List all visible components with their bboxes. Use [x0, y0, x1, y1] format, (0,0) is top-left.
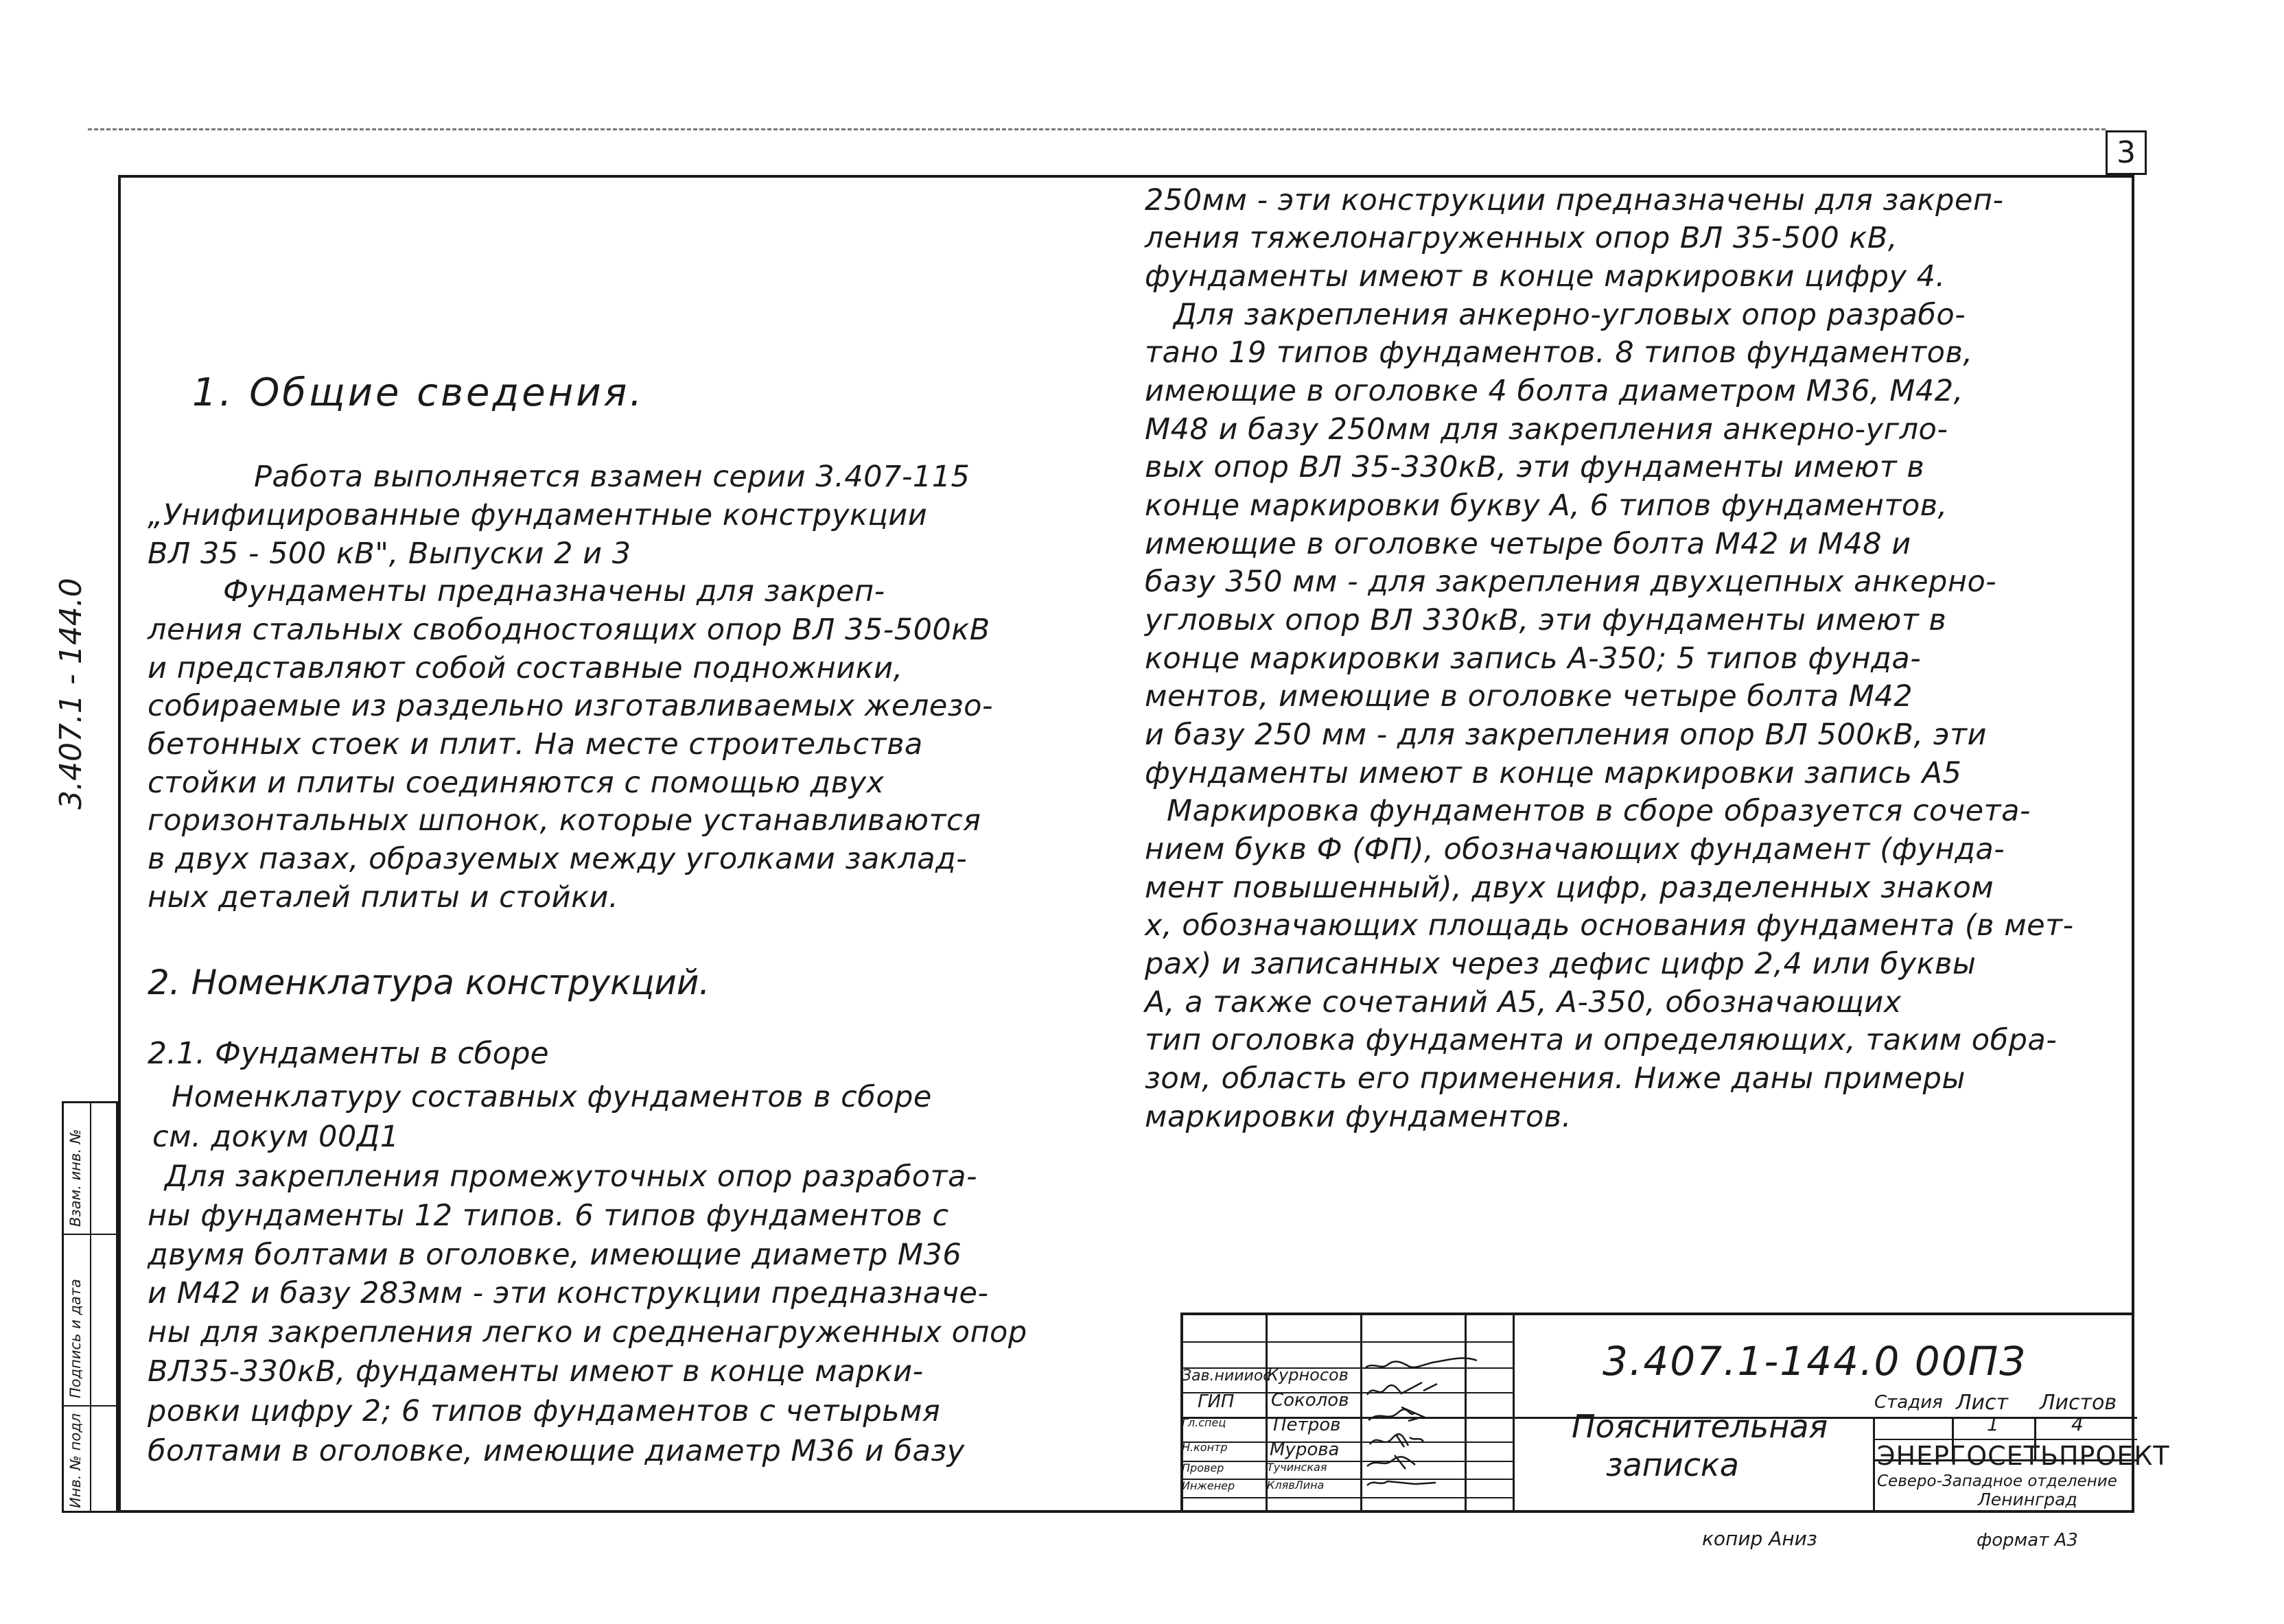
text-line: угловых опор ВЛ 330кВ, эти фундаменты имеют в: [1145, 603, 1947, 637]
side-document-code: 3.407.1 - 144.0: [54, 578, 89, 810]
sheet-format: формат А3: [1977, 1530, 2078, 1551]
text-line: Для закрепления промежуточных опор разработа-: [165, 1160, 978, 1194]
text-line: болтами в оголовке, имеющие диаметр М36 и базу: [148, 1434, 965, 1468]
text-line: ления стальных свободностоящих опор ВЛ 35-500кВ: [148, 613, 990, 647]
text-line: см. докум 00Д1: [152, 1120, 399, 1154]
text-line: М48 и базу 250мм для закрепления анкерно-угло-: [1145, 412, 1948, 447]
signer-name: Мурова: [1270, 1439, 1340, 1460]
text-line: Маркировка фундаментов в сборе образуется сочета-: [1167, 794, 2031, 828]
text-line: ления тяжелонагруженных опор ВЛ 35-500 кВ,: [1145, 221, 1898, 255]
text-line: фундаменты имеют в конце маркировки цифру 4.: [1145, 259, 1946, 294]
signer-role: Инженер: [1182, 1479, 1235, 1492]
text-line: стойки и плиты соединяются с помощью двух: [148, 766, 885, 800]
text-line: Для закрепления анкерно-угловых опор разрабо-: [1174, 298, 1966, 332]
top-dashed-line: [88, 128, 2106, 130]
text-line: в двух пазах, образуемых между уголками заклад-: [148, 842, 968, 876]
text-line: Номенклатуру составных фундаментов в сборе: [172, 1080, 932, 1114]
text-line: зом, область его применения. Ниже даны примеры: [1145, 1061, 1966, 1096]
text-line: имеющие в оголовке четыре болта М42 и М48 и: [1145, 527, 1911, 561]
sheets-value: 4: [2071, 1413, 2084, 1435]
organization-branch: Северо-Западное отделение: [1877, 1472, 2117, 1490]
text-line: А, а также сочетаний А5, А-350, обозначающих: [1145, 985, 1902, 1020]
text-line: двумя болтами в оголовке, имеющие диаметр М36: [148, 1238, 962, 1272]
text-line: и М42 и базу 283мм - эти конструкции предназначе-: [148, 1276, 989, 1310]
stage-label: Стадия: [1874, 1392, 1943, 1413]
signer-role: Н.контр: [1182, 1441, 1228, 1454]
signer-role: Провер: [1182, 1461, 1224, 1474]
side-stamp: [62, 1101, 118, 1513]
text-line: тип оголовка фундамента и определяющих, таким обра-: [1145, 1023, 2058, 1057]
text-line: 250мм - эти конструкции предназначены для закреп-: [1145, 183, 2004, 217]
text-line: х, обозначающих площадь основания фундамента (в мет-: [1145, 908, 2074, 943]
signer-name: Курносов: [1267, 1365, 1349, 1385]
document-title-line-2: записка: [1606, 1446, 1739, 1483]
signature-stroke: [1366, 1358, 1477, 1367]
text-line: рах) и записанных через дефис цифр 2,4 или буквы: [1145, 947, 1977, 981]
text-line: базу 350 мм - для закрепления двухцепных анкерно-: [1145, 565, 1997, 599]
text-line: ВЛ35-330кВ, фундаменты имеют в конце марки-: [148, 1354, 924, 1389]
text-line: конце маркировки букву А, 6 типов фундаментов,: [1145, 489, 1948, 523]
signature-stroke: [1367, 1382, 1437, 1395]
side-stamp-divider: [64, 1234, 116, 1235]
grid-line: [1873, 1439, 2137, 1440]
text-line: маркировки фундаментов.: [1145, 1100, 1572, 1134]
text-line: конце маркировки запись А-350; 5 типов фунда-: [1145, 642, 1922, 676]
section-1-title: 1. Общие сведения.: [192, 370, 645, 415]
signature-stroke: [1370, 1434, 1423, 1447]
sheet-label: Лист: [1956, 1391, 2009, 1415]
text-line: Фундаменты предназначены для закреп-: [223, 574, 885, 609]
text-line: ны для закрепления легко и средненагруженных опор: [148, 1315, 1027, 1350]
signature-stroke: [1367, 1455, 1415, 1469]
signer-role: Зав.ниииос: [1182, 1367, 1272, 1385]
copied-by: копир Аниз: [1702, 1527, 1817, 1550]
organization-city: Ленинград: [1978, 1490, 2077, 1509]
text-line: ментов, имеющие в оголовке четыре болта М42: [1145, 679, 1913, 714]
text-line: и представляют собой составные подножники,: [148, 651, 903, 685]
text-line: имеющие в оголовке 4 болта диаметром М36, М42,: [1145, 374, 1963, 408]
document-title-line-1: Пояснительная: [1572, 1408, 1828, 1445]
signer-name: Соколов: [1271, 1390, 1349, 1411]
side-stamp-divider: [64, 1405, 116, 1407]
signer-role: Гл.спец: [1182, 1416, 1226, 1429]
text-line: фундаменты имеют в конце маркировки запись А5: [1145, 756, 1962, 790]
signer-role: ГИП: [1198, 1391, 1235, 1412]
section-2-1-title: 2.1. Фундаменты в сборе: [148, 1036, 549, 1071]
text-line: бетонных стоек и плит. На месте строительства: [148, 727, 923, 762]
signature-stroke: [1367, 1481, 1436, 1485]
sheet-value: 1: [1987, 1413, 1999, 1435]
signer-name: Тучинская: [1267, 1461, 1327, 1474]
text-line: „Унифицированные фундаментные конструкции: [148, 498, 928, 532]
side-stamp-sign-date: Подпись и дата: [67, 1279, 84, 1398]
section-2-title: 2. Номенклатура конструкций.: [148, 963, 710, 1002]
sheets-label: Листов: [2040, 1391, 2117, 1415]
text-line: тано 19 типов фундаментов. 8 типов фундаментов,: [1145, 336, 1973, 370]
text-line: ровки цифру 2; 6 типов фундаментов с четырьмя: [148, 1394, 941, 1428]
grid-line: [1873, 1417, 1875, 1513]
side-stamp-replace-inv: Взам. инв. №: [67, 1129, 84, 1227]
grid-line: [1513, 1315, 1515, 1513]
signer-name: КлявЛина: [1267, 1479, 1325, 1492]
signatures-graphic: [1360, 1341, 1491, 1513]
document-code: 3.407.1-144.0 00ПЗ: [1603, 1338, 2027, 1385]
text-line: ных деталей плиты и стойки.: [148, 880, 619, 915]
organization-name: ЭНЕРГОСЕТЬПРОЕКТ: [1877, 1441, 2170, 1471]
text-line: ны фундаменты 12 типов. 6 типов фундаментов с: [148, 1199, 949, 1233]
text-line: Работа выполняется взамен серии 3.407-115: [254, 460, 970, 494]
text-line: ВЛ 35 - 500 кВ", Выпуски 2 и 3: [148, 537, 631, 571]
text-line: мент повышенный), двух цифр, разделенных знаком: [1145, 871, 1994, 905]
text-line: горизонтальных шпонок, которые устанавливаются: [148, 803, 981, 838]
text-line: и базу 250 мм - для закрепления опор ВЛ 500кВ, эти: [1145, 718, 1987, 752]
text-line: собираемые из раздельно изготавливаемых железо-: [148, 689, 993, 723]
signature-stroke: [1368, 1407, 1423, 1421]
side-stamp-inv-original: Инв. № подл: [67, 1413, 84, 1508]
signer-name: Петров: [1273, 1415, 1341, 1435]
text-line: вых опор ВЛ 35-330кВ, эти фундаменты имеют в: [1145, 450, 1925, 484]
text-line: нием букв Ф (ФП), обозначающих фундамент (фунда-: [1145, 832, 2005, 867]
page-number: 3: [2106, 130, 2147, 175]
